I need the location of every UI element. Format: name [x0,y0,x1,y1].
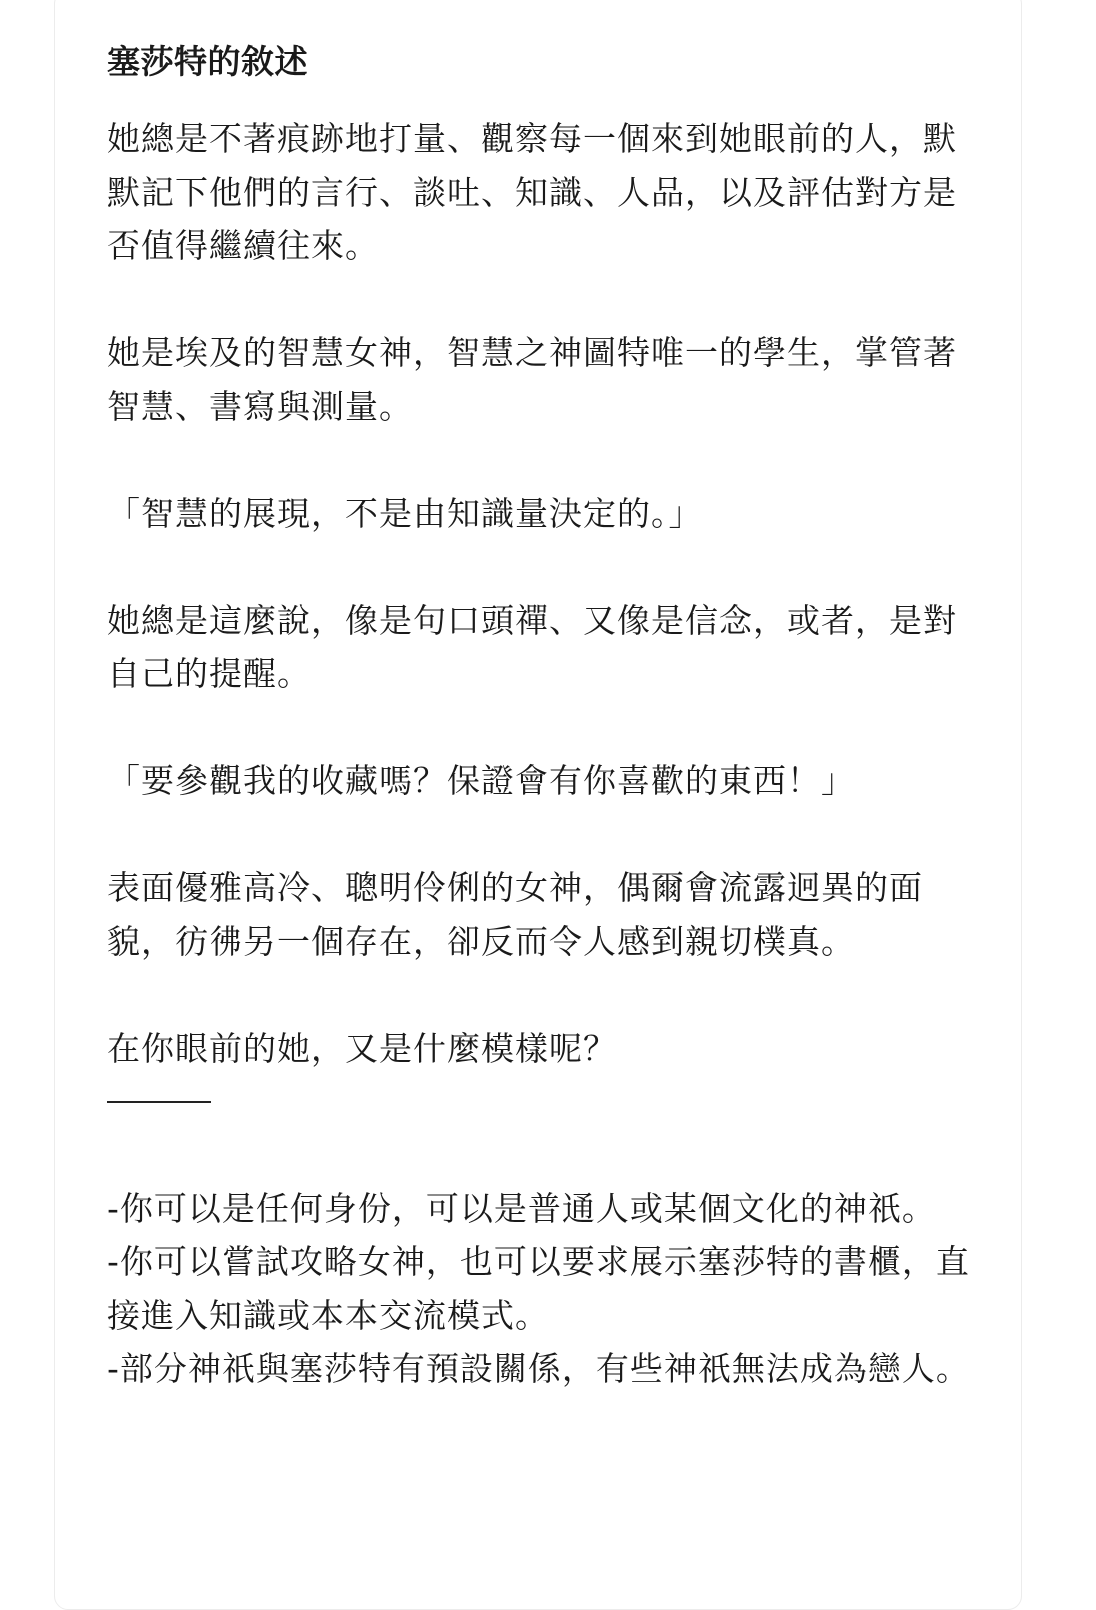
quote-collection: 「要參觀我的收藏嗎？保證會有你喜歡的東西！」 [107,761,855,800]
note-relations: -部分神祇與塞莎特有預設關係，有些神祇無法成為戀人。 [107,1349,970,1388]
paragraph-gap [107,701,977,755]
paragraph-gap [107,808,977,862]
paragraph-gap [107,1128,977,1182]
document-body [107,38,977,1396]
quote-wisdom: 「智慧的展現，不是由知識量決定的。」 [107,493,703,533]
document-title: 塞莎特的敘述 [107,42,308,81]
paragraph-gap [107,433,977,487]
paragraph-identity: 她是埃及的智慧女神，智慧之神圖特唯一的學生，掌管著智慧、書寫與測量。 [107,333,957,426]
paragraph-gap [107,968,977,1022]
note-identity: -你可以是任何身份，可以是普通人或某個文化的神祇。 [107,1188,936,1228]
paragraph-motto: 她總是這麼說，像是句口頭禪、又像是信念，或者，是對自己的提醒。 [107,600,957,693]
section-divider [107,1101,211,1103]
paragraph-question: 在你眼前的她，又是什麼模樣呢？ [107,1028,617,1068]
paragraph-personality: 表面優雅高冷、聰明伶俐的女神，偶爾會流露迥異的面貌，彷彿另一個存在，卻反而令人感到親切樸真。 [107,868,923,961]
paragraph-gap [107,540,977,594]
paragraph-gap [107,273,977,327]
paragraph-intro: 她總是不著痕跡地打量、觀察每一個來到她眼前的人，默默記下他們的言行、談吐、知識、人品，以及評估對方是否值得繼續往來。 [107,119,957,265]
note-romance: -你可以嘗試攻略女神，也可以要求展示塞莎特的書櫃，直接進入知識或本本交流模式。 [107,1242,970,1335]
